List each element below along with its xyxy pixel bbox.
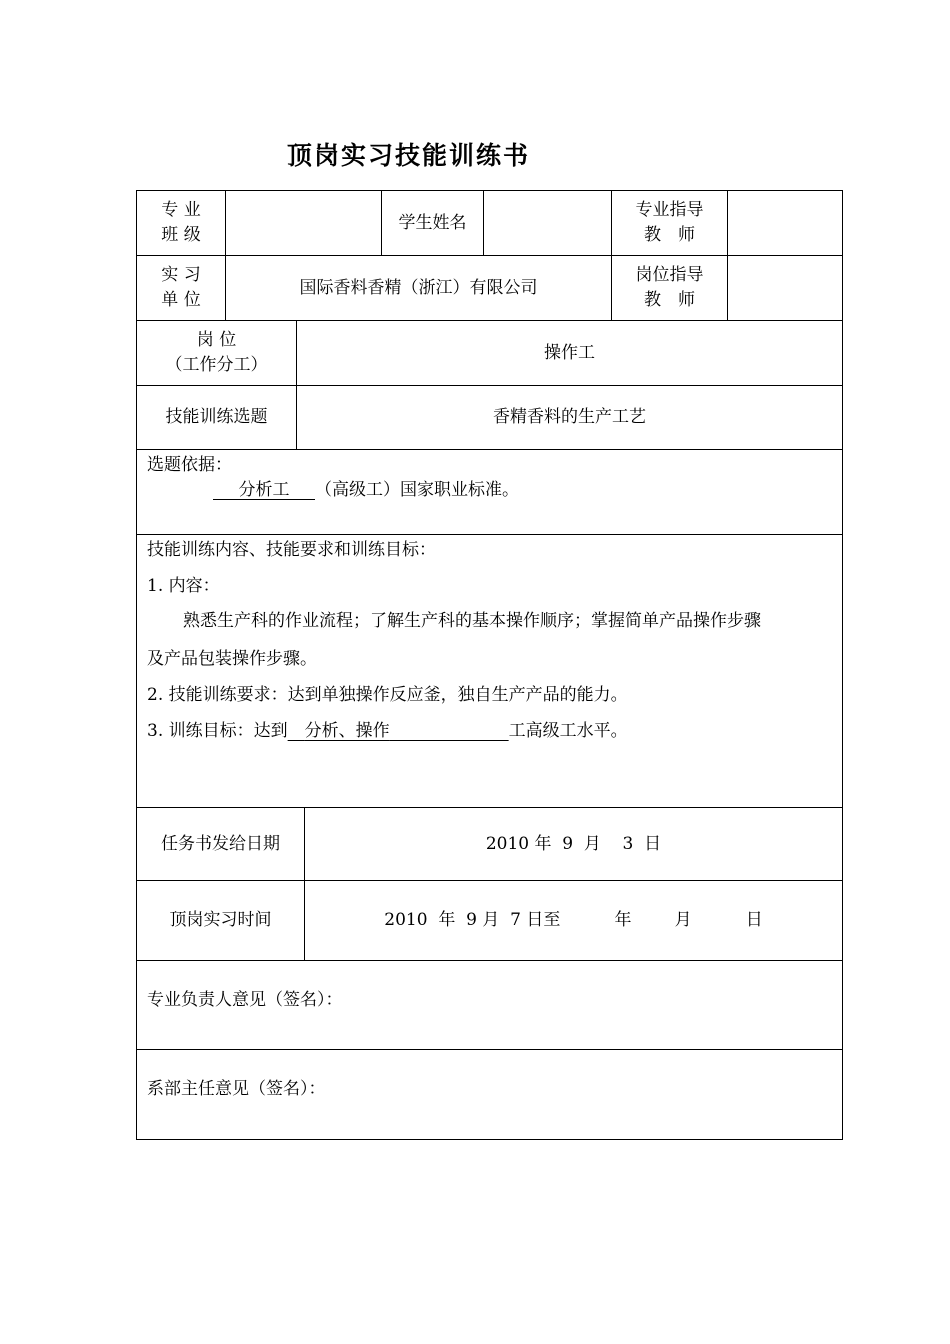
post-teacher-field[interactable]	[728, 256, 842, 320]
basis-standard: （高级工）国家职业标准。	[315, 480, 519, 500]
content-item1-line1: 熟悉生产科的作业流程；了解生产科的基本操作顺序；掌握简单产品操作步骤	[183, 611, 761, 631]
major-head-opinion: 专业负责人意见（签名）：	[147, 990, 343, 1010]
content-heading: 技能训练内容、技能要求和训练目标：	[147, 540, 436, 560]
basis-job: 分析工	[238, 480, 290, 500]
student-name-field[interactable]	[484, 191, 611, 255]
student-name-label: 学生姓名	[398, 212, 467, 233]
major-teacher-field[interactable]	[728, 191, 842, 255]
post-label: 岗 位 （工作分工）	[165, 330, 268, 375]
major-teacher-label: 专业指导 教 师	[635, 200, 704, 245]
page-title: 顶岗实习技能训练书	[287, 141, 531, 170]
intern-unit-label: 实 习 单 位	[161, 265, 201, 310]
intern-time-label: 顶岗实习时间	[169, 910, 272, 930]
intern-time-value: 2010 年 9 月 7 日至 年 月 日	[384, 910, 763, 930]
dept-head-opinion: 系部主任意见（签名）：	[147, 1079, 326, 1099]
post-teacher-label: 岗位指导 教 师	[635, 265, 704, 310]
major-class-field[interactable]	[226, 191, 381, 255]
issue-date-value: 2010 年 9 月 3 日	[485, 833, 662, 854]
content-item1-line2: 及产品包装操作步骤。	[147, 649, 317, 669]
training-form-table	[136, 190, 843, 1140]
basis-label: 选题依据：	[147, 455, 232, 475]
basis-line	[213, 478, 519, 503]
issue-date-label: 任务书发给日期	[161, 833, 280, 854]
topic-label: 技能训练选题	[165, 407, 268, 427]
content-item2: 2. 技能训练要求：达到单独操作反应釜，独自生产产品的能力。	[147, 685, 628, 705]
company-name: 国际香料香精（浙江）有限公司	[299, 277, 538, 298]
post-value: 操作工	[544, 342, 595, 363]
content-item1-label: 1. 内容：	[147, 576, 220, 596]
training-goal-fill: 分析、操作	[304, 721, 390, 741]
content-item3: 3. 训练目标：达到 分析、操作 工高级工水平。	[147, 721, 628, 741]
major-class-label: 专 业 班 级	[161, 200, 201, 245]
topic-value: 香精香料的生产工艺	[493, 407, 646, 427]
